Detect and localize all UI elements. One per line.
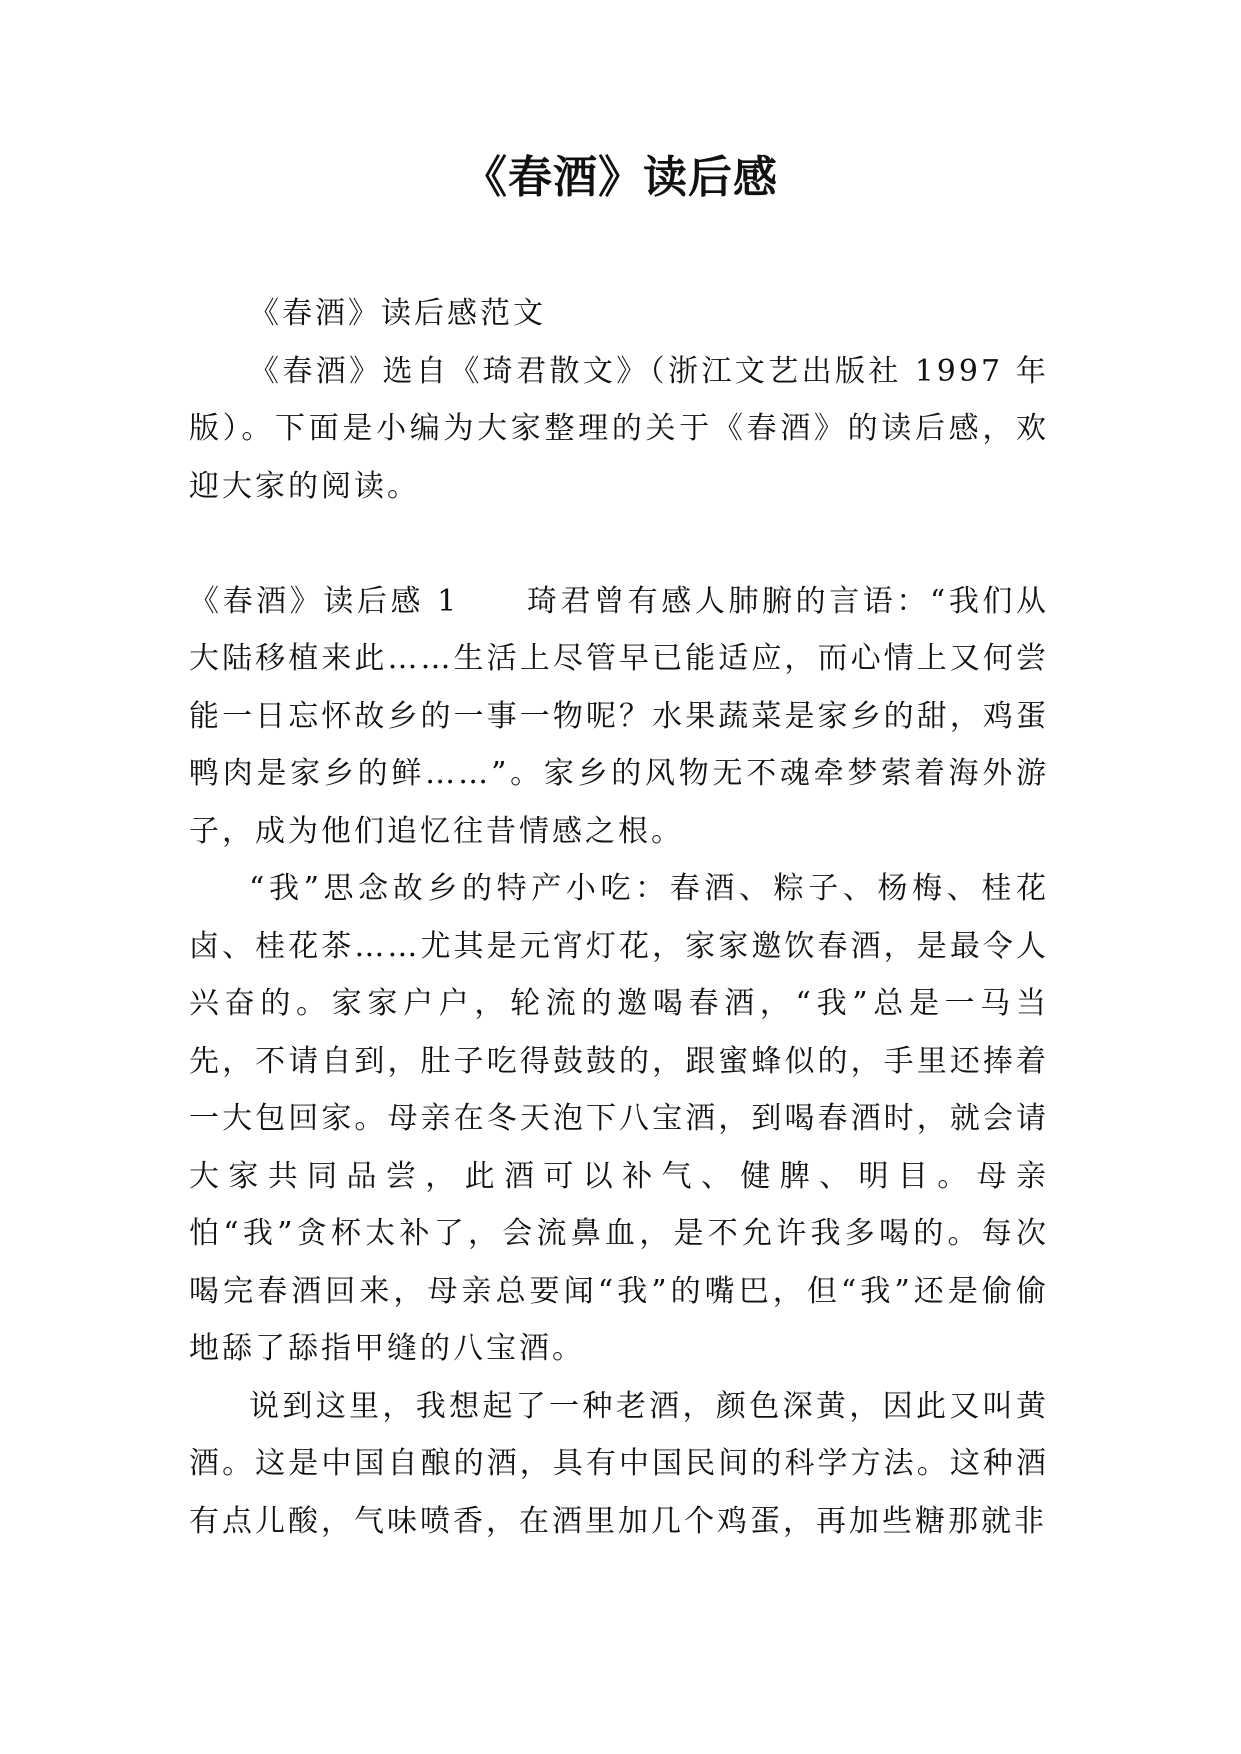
document-title: 《春酒》读后感 <box>463 152 778 203</box>
paragraph-essay-1-opening: 《春酒》读后感 1 琦君曾有感人肺腑的言语：“我们从大陆移植来此……生活上尽管早已能适应，而心情上又何尝能一日忘怀故乡的一事一物呢？水果蔬菜是家乡的甜，鸡蛋鸭肉是家乡的鲜……”。家乡的风物无不魂牵梦萦着海外游子，成为他们追忆往昔情感之根。 <box>189 583 1049 849</box>
paragraph-spring-wine-memories: “我”思念故乡的特产小吃：春酒、粽子、杨梅、桂花卤、桂花茶……尤其是元宵灯花，家家邀饮春酒，是最令人兴奋的。家家户户，轮流的邀喝春酒，“我”总是一马当先，不请自到，肚子吃得鼓鼓的，跟蜜蜂似的，手里还捧着一大包回家。母亲在冬天泡下八宝酒，到喝春酒时，就会请大家共同品尝，此酒可以补气、健脾、明目。母亲怕“我”贪杯太补了，会流鼻血，是不允许我多喝的。每次喝完春酒回来，母亲总要闻“我”的嘴巴，但“我”还是偷偷地舔了舔指甲缝的八宝酒。 <box>189 871 1049 1366</box>
paragraph-intro: 《春酒》选自《琦君散文》（浙江文艺出版社 1997 年版）。下面是小编为大家整理的关于《春酒》的读后感，欢迎大家的阅读。 <box>189 353 1049 504</box>
paragraph-yellow-wine: 说到这里，我想起了一种老酒，颜色深黄，因此又叫黄酒。这是中国自酿的酒，具有中国民间的科学方法。这种酒有点儿酸，气味喷香，在酒里加几个鸡蛋，再加些糖那就非 <box>189 1388 1049 1539</box>
paragraph-spacer <box>189 515 1049 573</box>
document-body <box>189 285 1049 1550</box>
paragraph-subtitle: 《春酒》读后感范文 <box>249 296 546 331</box>
